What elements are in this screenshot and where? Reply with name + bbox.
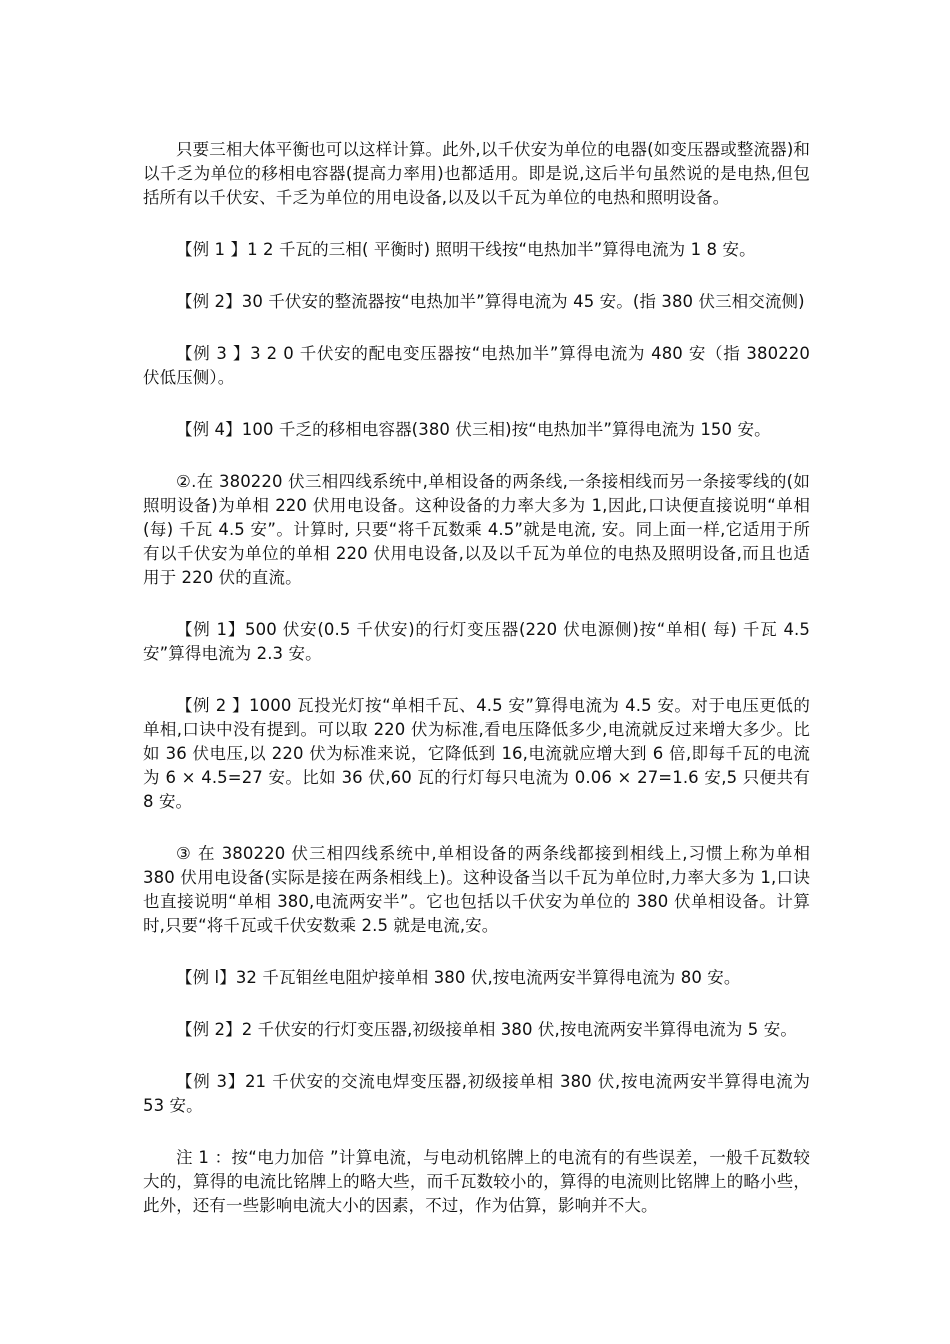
paragraph-note-1: 注 1 ：按“电力加倍 ”计算电流，与电动机铭牌上的电流有的有些误差，一般千瓦数较大的，算得的电流比铭牌上的略大些，而千瓦数较小的，算得的电流则比铭牌上的略小些，此外，还有一些影响电流大小的因素，不过，作为估算，影响并不大。 — [143, 1148, 810, 1215]
paragraph-example-4: 【例 4】100 千乏的移相电容器(380 伏三相)按“电热加半”算得电流为 150 安。 — [176, 420, 771, 439]
paragraph-single-phase-220: ②.在 380220 伏三相四线系统中,单相设备的两条线,一条接相线而另一条接零线的(如照明设备)为单相 220 伏用电设备。这种设备的力率大多为 1,因此,口诀便直接说明“单相(每) 千瓦 4.5 安”。计算时, 只要“将千瓦数乘 4.5”就是电流, 安。同上面一样,它适用于所有以千伏安为单位的单相 220 伏用电设备,以及以千瓦为单位的电热及照明设备,而且也适用于 220 伏的直流。 — [143, 472, 810, 587]
document-body — [143, 138, 810, 1246]
paragraph-example-380-3: 【例 3】21 千伏安的交流电焊变压器,初级接单相 380 伏,按电流两安半算得电流为 53 安。 — [143, 1072, 810, 1115]
paragraph-single-phase-380: ③ 在 380220 伏三相四线系统中,单相设备的两条线都接到相线上,习惯上称为单相 380 伏用电设备(实际是接在两条相线上)。这种设备当以千瓦为单位时,力率大多为 1,口诀也直接说明“单相 380,电流两安半”。它也包括以千伏安为单位的 380 伏单相设备。计算时,只要“将千瓦或千伏安数乘 2.5 就是电流,安。 — [143, 844, 810, 935]
paragraph-example-380-1: 【例 l】32 千瓦钼丝电阻炉接单相 380 伏,按电流两安半算得电流为 80 安。 — [176, 968, 741, 987]
paragraph-example-3: 【例 3 】3 2 0 千伏安的配电变压器按“电热加半”算得电流为 480 安（指 380220 伏低压侧）。 — [143, 344, 810, 387]
paragraph-example-220-1: 【例 1】500 伏安(0.5 千伏安)的行灯变压器(220 伏电源侧)按“单相( 每) 千瓦 4.5 安”算得电流为 2.3 安。 — [143, 620, 810, 663]
paragraph-example-220-2: 【例 2 】1000 瓦投光灯按“单相千瓦、4.5 安”算得电流为 4.5 安。对于电压更低的单相,口诀中没有提到。可以取 220 伏为标准,看电压降低多少,电流就反过来增大多少。比如 36 伏电压,以 220 伏为标准来说，它降低到 16,电流就应增大到 6 倍,即每千瓦的电流为 6 × 4.5=27 安。比如 36 伏,60 瓦的行灯每只电流为 0.06 × 27=1.6 安,5 只便共有 8 安。 — [143, 696, 810, 811]
paragraph-example-380-2: 【例 2】2 千伏安的行灯变压器,初级接单相 380 伏,按电流两安半算得电流为 5 安。 — [176, 1020, 797, 1039]
paragraph-example-1: 【例 1 】1 2 千瓦的三相( 平衡时) 照明干线按“电热加半”算得电流为 1 8 安。 — [176, 240, 756, 259]
paragraph-intro: 只要三相大体平衡也可以这样计算。此外,以千伏安为单位的电器(如变压器或整流器)和以千乏为单位的移相电容器(提高力率用)也都适用。即是说,这后半句虽然说的是电热,但包括所有以千伏安、千乏为单位的用电设备,以及以千瓦为单位的电热和照明设备。 — [143, 140, 810, 207]
paragraph-example-2: 【例 2】30 千伏安的整流器按“电热加半”算得电流为 45 安。(指 380 伏三相交流侧) — [176, 292, 805, 311]
